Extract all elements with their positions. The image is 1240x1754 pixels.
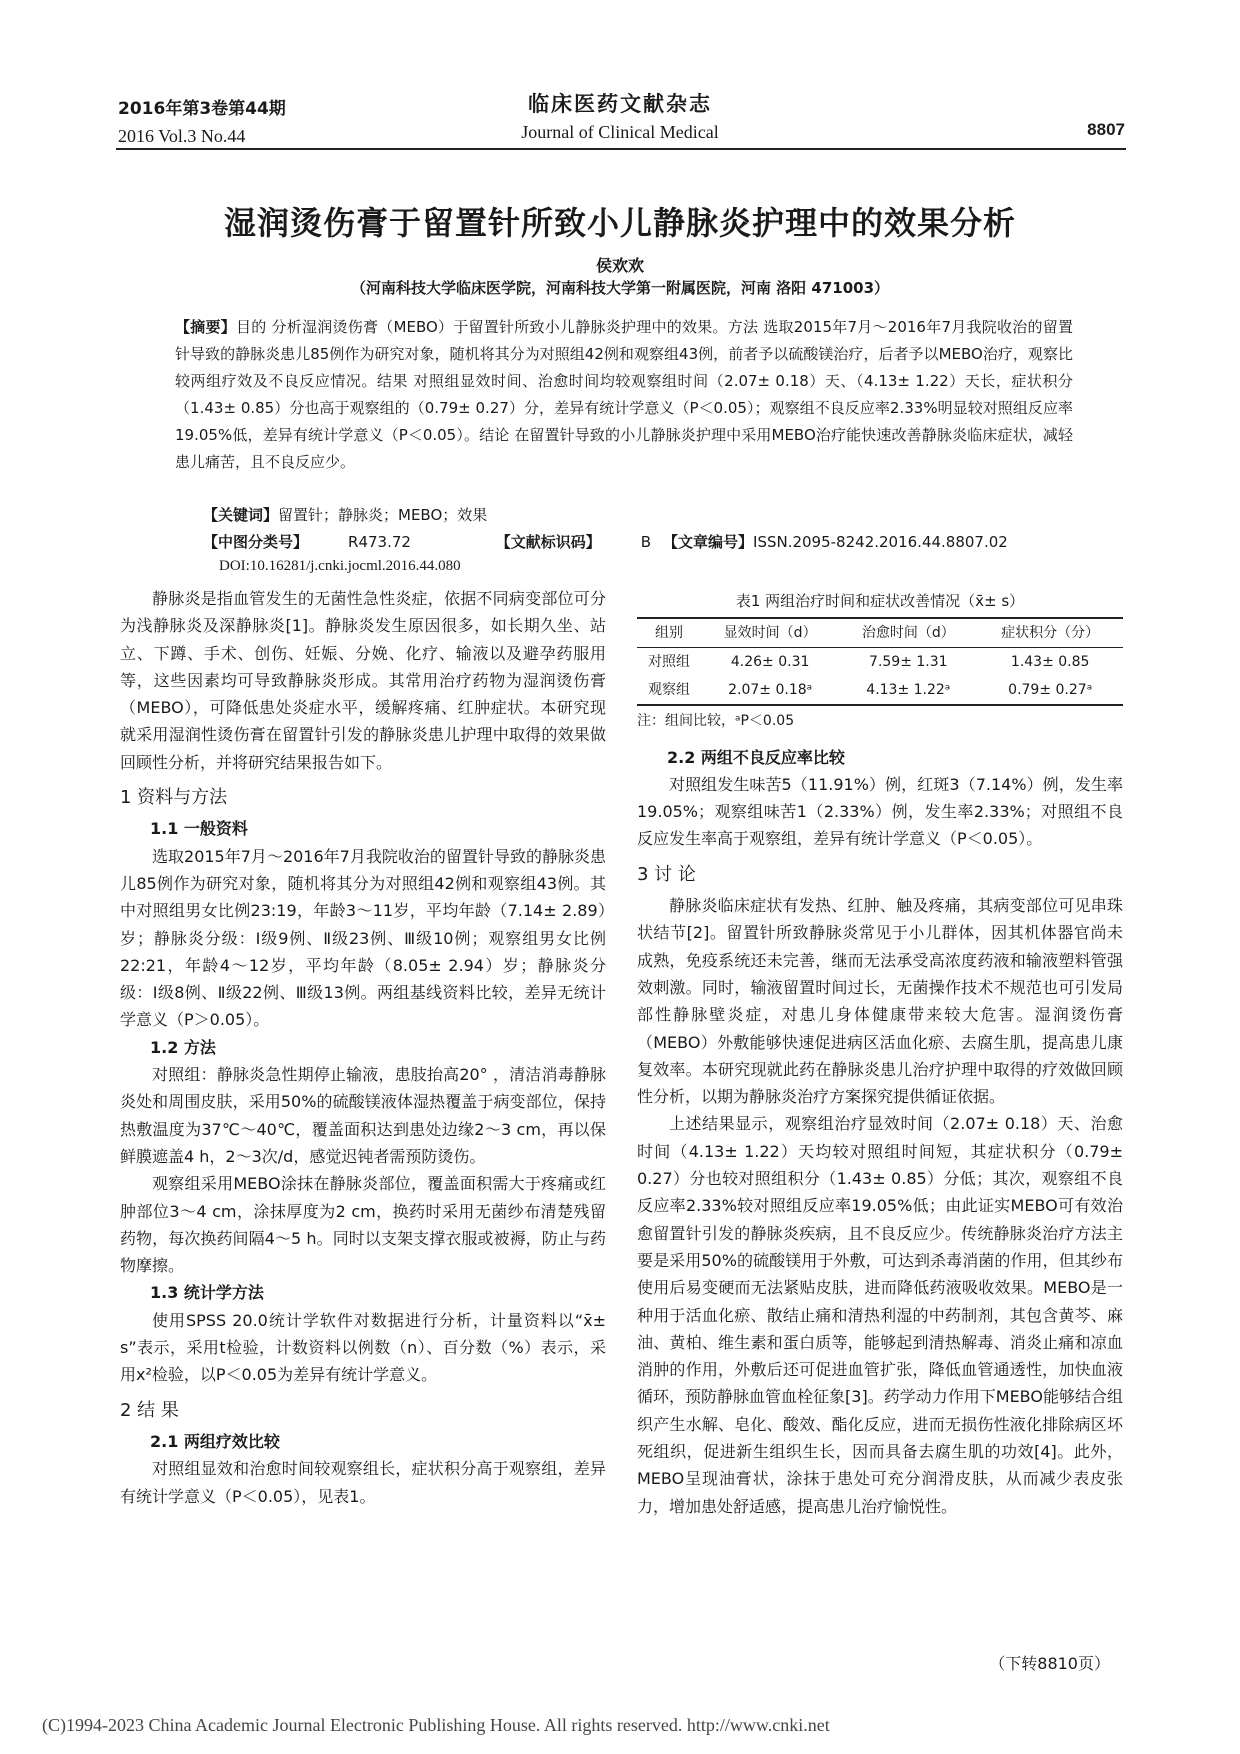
keywords: [203, 504, 487, 525]
section-1-3-heading: 1.3 统计学方法: [150, 1283, 264, 1303]
paragraph-3-2: 上述结果显示，观察组治疗显效时间（2.07± 0.18）天、治愈时间（4.13± 1.22）天均较对照组时间短，其症状积分（0.79± 0.27）分也较对照组积分（1.43± 0.85）分低；其次，观察组不良反应率2.33%较对照组反应率19.05%低；由此证实MEBO可有效治愈留置针引发的静脉炎疾病，且不良反应少。传统静脉炎治疗方法主要是采用50%的硫酸镁用于外敷，可达到杀毒消菌的作用，但其纱布使用后易变硬而无法紧贴皮肤，进而降低药液吸收效果。MEBO是一种用于活血化瘀、散结止痛和清热利湿的中药制剂，其包含黄芩、麻油、黄柏、维生素和蛋白质等，能够起到清热解毒、消炎止痛和凉血消肿的作用，外敷后还可促进血管扩张，降低血管通透性，加快血液循环，预防静脉血管血栓征象[3]。药学动力作用下MEBO能够结合组织产生水解、皂化、酸效、酯化反应，进而无损伤性液化排除病区坏死组织，促进新生组织生长，因而具备去腐生肌的功效[4]。此外，MEBO呈现油膏状，涂抹于患处可充分润滑皮肤，从而减少表皮张力，增加患处舒适感，提高患儿治疗愉悦性。: [637, 1114, 1123, 1516]
section-2-1-heading: 2.1 两组疗效比较: [150, 1431, 280, 1451]
paragraph-1-3: 使用SPSS 20.0统计学软件对数据进行分析，计量资料以“x̄± s”表示，采用t检验，计数资料以例数（n）、百分数（%）表示，采用x²检验，以P＜0.05为差异有统计学意义。: [120, 1310, 606, 1385]
article-title: 湿润烫伤膏于留置针所致小儿静脉炎护理中的效果分析: [223, 204, 1016, 242]
journal-cn: 临床医药文献杂志: [528, 92, 712, 116]
paragraph-3-1: 静脉炎临床症状有发热、红肿、触及疼痛，其病变部位可见串珠状结节[2]。留置针所致静脉炎常见于小儿群体，因其机体器官尚未成熟，免疫系统还未完善，继而无法承受高浓度药液和输液塑料管强效刺激。同时，输液留置时间过长，无菌操作技术不规范也可引发局部性静脉壁炎症，对患儿身体健康带来较大危害。湿润烫伤膏（MEBO）外敷能够快速促进病区活血化瘀、去腐生肌，提高患儿康复效率。本研究现就此药在静脉炎患儿治疗护理中取得的疗效做回顾性分析，以期为静脉炎治疗方案探究提供循证依据。: [637, 896, 1123, 1107]
table-header-cell: 治愈时间（d）: [839, 618, 977, 648]
abstract-label: 【摘要】: [175, 318, 237, 336]
journal-en: Journal of Clinical Medical: [521, 122, 719, 142]
doc-code-value: B: [640, 533, 652, 551]
section-1-1-heading: 1.1 一般资料: [150, 819, 248, 839]
table-cell: 7.59± 1.31: [869, 654, 948, 671]
header-rule: [116, 148, 1126, 150]
clc-label: 【中图分类号】: [203, 533, 309, 551]
issue-en: 2016 Vol.3 No.44: [118, 126, 246, 146]
table-note: 注：组间比较，ᵃP＜0.05: [637, 713, 795, 730]
table-caption: 表1 两组治疗时间和症状改善情况（x̄± s）: [735, 592, 1025, 610]
table-cell: 观察组: [637, 676, 701, 705]
doi: DOI:10.16281/j.cnki.jocml.2016.44.080: [219, 558, 461, 574]
keywords-label: 【关键词】: [203, 506, 279, 524]
keywords-text: 留置针；静脉炎；MEBO；效果: [278, 506, 488, 524]
table-cell: 0.79± 0.27ᵃ: [977, 676, 1123, 705]
journal-name: [0, 88, 1240, 143]
paragraph-2-1: 对照组显效和治愈时间较观察组长，症状积分高于观察组，差异有统计学意义（P＜0.05），见表1。: [120, 1459, 606, 1506]
copyright-footer: (C)1994-2023 China Academic Journal Electronic Publishing House. All rights reserved. http://www.cnki.net: [42, 1715, 830, 1735]
section-3-heading: 3 讨 论: [637, 863, 696, 885]
paragraph-1-2b: 观察组采用MEBO涂抹在静脉炎部位，覆盖面积需大于疼痛或红肿部位3～4 cm，涂抹厚度为2 cm，换药时采用无菌纱布清楚残留药物，每次换药间隔4～5 h。同时以支架支撑衣服或被褥，防止与药物摩擦。: [120, 1174, 606, 1276]
table-header-row: [637, 618, 1123, 648]
table-cell: 2.07± 0.18ᵃ: [701, 676, 839, 705]
article-no-label: 【文章编号】: [663, 533, 754, 551]
article-number: [663, 531, 1008, 552]
section-1-2-heading: 1.2 方法: [150, 1037, 216, 1057]
paragraph-2-2: 对照组发生味苦5（11.91%）例，红斑3（7.14%）例，发生率19.05%；观察组味苦1（2.33%）例，发生率2.33%；对照组不良反应发生率高于观察组，差异有统计学意义（P＜0.05）。: [637, 774, 1123, 849]
continued-note: （下转8810页）: [989, 1654, 1110, 1673]
affiliation: （河南科技大学临床医学院，河南科技大学第一附属医院，河南 洛阳 471003）: [350, 279, 890, 297]
section-1-heading: 1 资料与方法: [120, 787, 228, 809]
author: 侯欢欢: [595, 256, 644, 275]
table-cell: 4.13± 1.22ᵃ: [839, 676, 977, 705]
left-column: [120, 585, 606, 1510]
table-header-cell: 显效时间（d）: [701, 618, 839, 648]
doc-code-label: 【文献标识码】: [495, 533, 601, 551]
page-number: 8807: [1087, 120, 1125, 139]
classification: [203, 531, 731, 552]
table-row: [637, 676, 1123, 705]
intro-paragraph: 静脉炎是指血管发生的无菌性急性炎症，依据不同病变部位可分为浅静脉炎及深静脉炎[1]。静脉炎发生原因很多，如长期久坐、站立、下蹲、手术、创伤、妊娠、分娩、化疗、输液以及避孕药服用等，这些因素均可导致静脉炎形成。其常用治疗药物为湿润烫伤膏（MEBO），可降低患处炎症水平，缓解疼痛、红肿症状。本研究现就采用湿润性烫伤膏在留置针引发的静脉炎患儿护理中取得的效果做回顾性分析，并将研究结果报告如下。: [120, 589, 606, 772]
clc-value: R473.72: [348, 533, 411, 551]
abstract: [175, 314, 1073, 476]
paragraph-1-2a: 对照组：静脉炎急性期停止输液，患肢抬高20° ，清洁消毒静脉炎处和周围皮肤，采用50%的硫酸镁液体湿热覆盖于病变部位，保持热敷温度为37℃～40℃，覆盖面积达到患处边缘2～3 cm，再以保鲜膜遮盖4 h，2～3次/d，感觉迟钝者需预防烫伤。: [120, 1065, 606, 1166]
section-2-2-heading: 2.2 两组不良反应率比较: [667, 747, 845, 767]
table-header-cell: 症状积分（分）: [977, 618, 1123, 648]
table-1: [637, 617, 1123, 706]
right-column: [637, 585, 1123, 1520]
abstract-text: 目的 分析湿润烫伤膏（MEBO）于留置针所致小儿静脉炎护理中的效果。方法 选取2015年7月～2016年7月我院收治的留置针导致的静脉炎患儿85例作为研究对象，随机将其分为对照组42例和观察组43例，前者予以硫酸镁治疗，后者予以MEBO治疗，观察比较两组疗效及不良反应情况。结果 对照组显效时间、治愈时间均较观察组时间（2.07± 0.18）天、（4.13± 1.22）天长，症状积分（1.43± 0.85）分也高于观察组的（0.79± 0.27）分，差异有统计学意义（P＜0.05）；观察组不良反应率2.33%明显较对照组反应率19.05%低，差异有统计学意义（P＜0.05）。结论 在留置针导致的小儿静脉炎护理中采用MEBO治疗能快速改善静脉炎临床症状，减轻患儿痛苦，且不良反应少。: [175, 318, 1073, 471]
paragraph-1-1: 选取2015年7月～2016年7月我院收治的留置针导致的静脉炎患儿85例作为研究对象，随机将其分为对照组42例和观察组43例。其中对照组男女比例23:19，年龄3～11岁，平均年龄（7.14± 2.89）岁；静脉炎分级：Ⅰ级9例、Ⅱ级23例、Ⅲ级10例；观察组男女比例22:21，年龄4～12岁，平均年龄（8.05± 2.94）岁；静脉炎分级：Ⅰ级8例、Ⅱ级22例、Ⅲ级13例。两组基线资料比较，差异无统计学意义（P＞0.05）。: [120, 846, 606, 1030]
table-cell: 对照组: [648, 654, 691, 671]
article-no-value: ISSN.2095-8242.2016.44.8807.02: [753, 533, 1008, 551]
section-2-heading: 2 结 果: [120, 1399, 179, 1421]
table-row: [637, 648, 1123, 677]
issue-cn: 2016年第3卷第44期: [118, 99, 286, 119]
table-cell: 4.26± 0.31: [730, 654, 810, 671]
table-header-cell: 组别: [637, 618, 701, 648]
table-cell: 1.43± 0.85: [1010, 654, 1090, 671]
